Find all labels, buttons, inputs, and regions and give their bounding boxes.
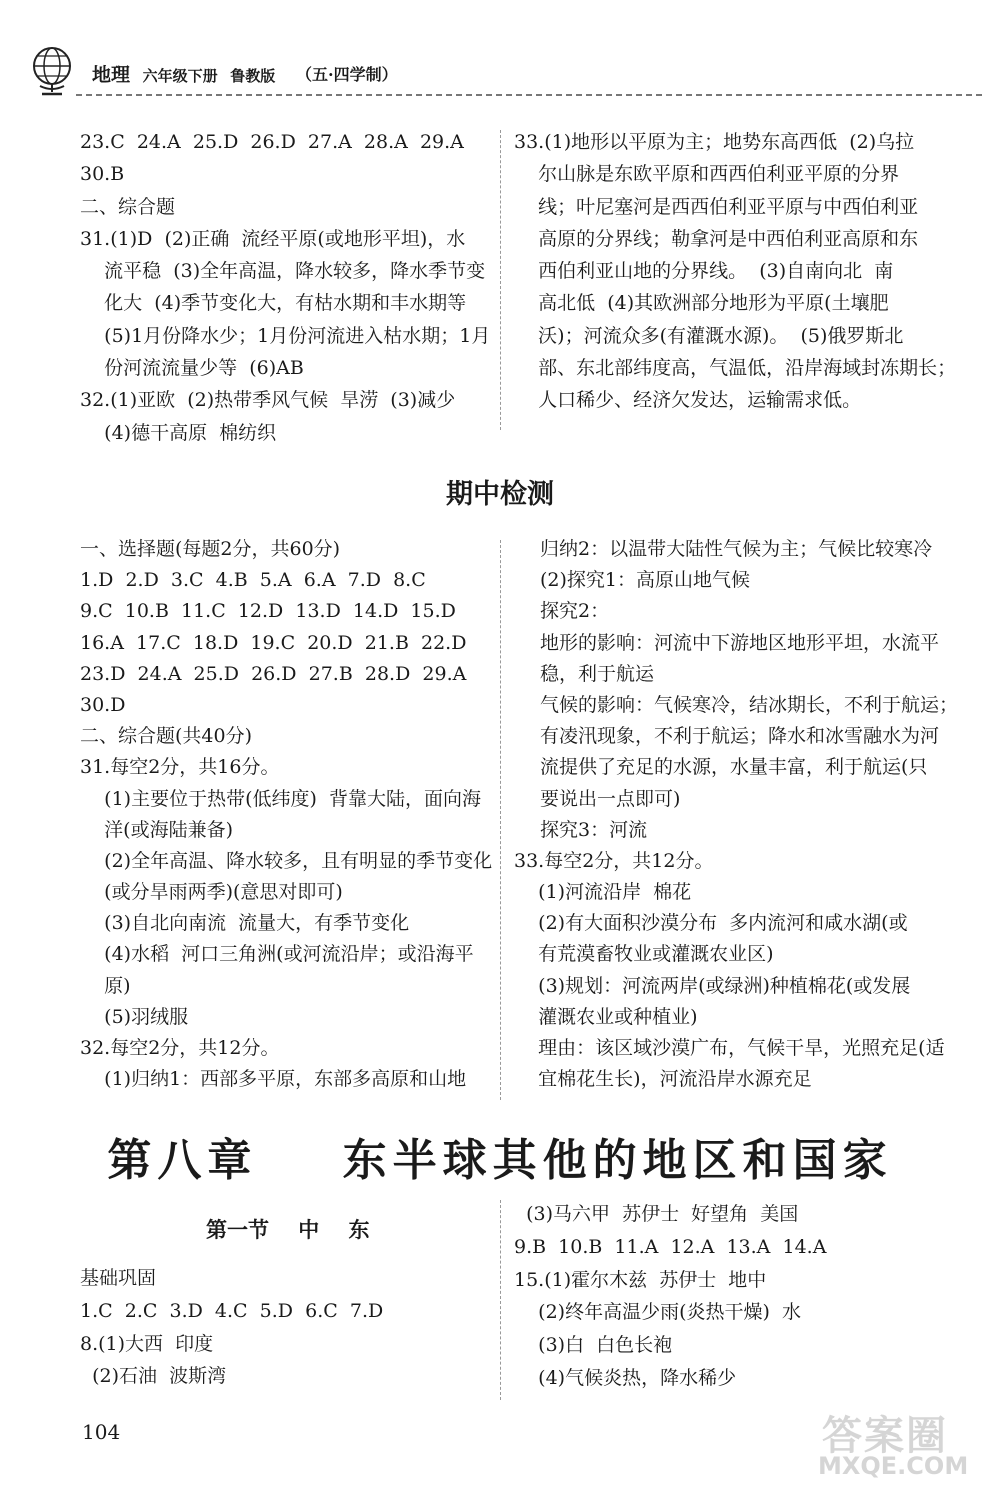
section-title: 第一节 中 东 [206,1218,370,1242]
answer-line: 部、东北部纬度高，气温低，沿岸海域封冻期长； [514,357,957,380]
answer-line: 1.C 2.C 3.D 4.C 5.D 6.C 7.D [80,1299,384,1322]
answer-line: 9.B 10.B 11.A 12.A 13.A 14.A [514,1235,827,1258]
top-right-answers [514,126,956,417]
answer-line: (3)自北向南流 流量大，有季节变化 [80,912,410,935]
answer-line: (3)马六甲 苏伊士 好望角 美国 [514,1203,799,1225]
answer-line: 33.(1)地形以平原为主；地势东高西低 (2)乌拉 [514,131,915,153]
chapter-title: 第八章 东半球其他的地区和国家 [107,1135,893,1186]
answer-line: 理由：该区域沙漠广布，气候干旱，光照充足(适 [514,1037,945,1059]
answer-line: 尔山脉是东欧平原和西西伯利亚平原的分界 [514,163,900,186]
answer-line: (1)归纳1：西部多平原，东部多高原和山地 [80,1068,467,1091]
answer-line: (4)水稻 河口三角洲(或河流沿岸；或沿海平 [80,943,474,966]
answer-line: (2)探究1：高原山地气候 [540,569,751,592]
answer-line: 8.(1)大西 印度 [80,1332,214,1355]
answer-line: (1)河流沿岸 棉花 [514,881,692,904]
answer-line: (5)1月份降水少；1月份河流进入枯水期；1月 [80,324,491,347]
answer-line: 流平稳 (3)全年高温，降水较多，降水季节变 [80,260,486,283]
answer-line: 宜棉花生长)，河流沿岸水源充足 [514,1068,812,1091]
top-left-answers [80,126,490,449]
answer-line: 人口稀少、经济欠发达，运输需求低。 [514,389,862,412]
answer-line: 基础巩固 [80,1267,157,1289]
column-divider [500,1200,501,1400]
subject: 地理 [92,64,131,86]
publisher: 鲁教版 [230,67,276,85]
answer-line: (5)羽绒服 [80,1005,189,1028]
answer-line: (3)白 白色长袍 [514,1334,673,1357]
answer-line: 沃)；河流众多(有灌溉水源)。 (5)俄罗斯北 [514,324,904,347]
answer-line: 线；叶尼塞河是西西伯利亚平原与中西伯利亚 [514,195,919,218]
answer-line: (4)气候炎热，降水稀少 [514,1366,737,1389]
edition-label: （五·四学制） [296,65,398,84]
answer-line: (3)规划：河流两岸(或绿洲)种植棉花(或发展 [514,974,911,997]
answer-line: 二、综合题 [80,195,176,218]
section-right-answers [514,1198,826,1395]
header-title [92,60,275,87]
column-divider [500,130,501,430]
answer-line: 流提供了充足的水源，水量丰富，利于航运(只 [540,756,928,779]
answer-line: 灌溉农业或种植业) [514,1005,698,1028]
answer-line: 洋(或海陆兼备) [80,818,233,841]
answer-line: 1.D 2.D 3.C 4.B 5.A 6.A 7.D 8.C [80,569,426,592]
answer-line: 归纳2：以温带大陆性气候为主；气候比较寒冷 [540,538,933,560]
answer-line: (2)石油 波斯湾 [80,1365,227,1388]
watermark-url: MXQE.COM [818,1452,969,1480]
answer-line: 化大 (4)季节变化大，有枯水期和丰水期等 [80,292,467,315]
answer-line: 有凌汛现象，不利于航运；降水和冰雪融水为河 [540,725,940,748]
column-divider [500,540,501,1100]
answer-line: 31.(1)D (2)正确 流经平原(或地形平坦)，水 [80,227,466,250]
answer-line: (2)终年高温少雨(炎热干燥) 水 [514,1301,801,1324]
midterm-right-answers [514,534,959,1095]
grade: 六年级下册 [142,67,218,85]
answer-line: 气候的影响：气候寒冷，结冰期长，不利于航运； [540,693,959,716]
answer-line: 23.C 24.A 25.D 26.D 27.A 28.A 29.A [80,131,464,153]
answer-line: 16.A 17.C 18.D 19.C 20.D 21.B 22.D [80,631,467,654]
answer-line: (1)主要位于热带(低纬度) 背靠大陆，面向海 [80,787,481,810]
answer-line: 原) [80,974,131,997]
answer-line: (4)德干高原 棉纺织 [80,421,277,444]
answer-line: 高北低 (4)其欧洲部分地形为平原(土壤肥 [514,292,889,315]
watermark [810,1404,988,1482]
answer-line: 32.(1)亚欧 (2)热带季风气候 旱涝 (3)减少 [80,389,456,412]
midterm-title: 期中检测 [446,479,554,510]
answer-line: 稳，利于航运 [540,662,655,685]
answer-line: 有荒漠畜牧业或灌溉农业区) [514,943,774,966]
globe-icon [22,42,78,98]
answer-line: 15.(1)霍尔木兹 苏伊士 地中 [514,1268,767,1291]
answer-line: 30.B [80,163,125,186]
answer-line: 23.D 24.A 25.D 26.D 27.B 28.D 29.A [80,662,467,685]
answer-line: 二、综合题(共40分) [80,725,253,748]
page-number: 104 [82,1420,121,1444]
answer-line: (2)全年高温、降水较多，且有明显的季节变化 [80,849,493,872]
answer-line: 33.每空2分，共12分。 [514,849,714,872]
answer-line: 31.每空2分，共16分。 [80,756,280,779]
answer-line: 30.D [80,693,126,716]
answer-line: (或分旱雨两季)(意思对即可) [80,881,343,904]
answer-line: 高原的分界线；勒拿河是中西伯利亚高原和东 [514,227,919,250]
answer-line: 一、选择题(每题2分，共60分) [80,538,341,560]
midterm-left-answers [80,534,492,1095]
header-divider [76,94,982,96]
answer-line: 32.每空2分，共12分。 [80,1037,280,1059]
answer-line: 9.C 10.B 11.C 12.D 13.D 14.D 15.D [80,600,456,623]
answer-line: 西伯利亚山地的分界线。 (3)自南向北 南 [514,260,894,283]
answer-line: 探究2： [540,600,610,623]
answer-line: 要说出一点即可) [540,787,681,810]
page-header [14,42,1000,102]
answer-line: 地形的影响：河流中下游地区地形平坦，水流平 [540,631,940,654]
section-left-answers [80,1262,383,1393]
answer-line: (2)有大面积沙漠分布 多内流河和咸水湖(或 [514,912,908,935]
answer-line: 份河流流量少等 (6)AB [80,357,304,380]
watermark-logo: 答案圈 [822,1413,948,1459]
answer-line: 探究3：河流 [540,818,648,841]
